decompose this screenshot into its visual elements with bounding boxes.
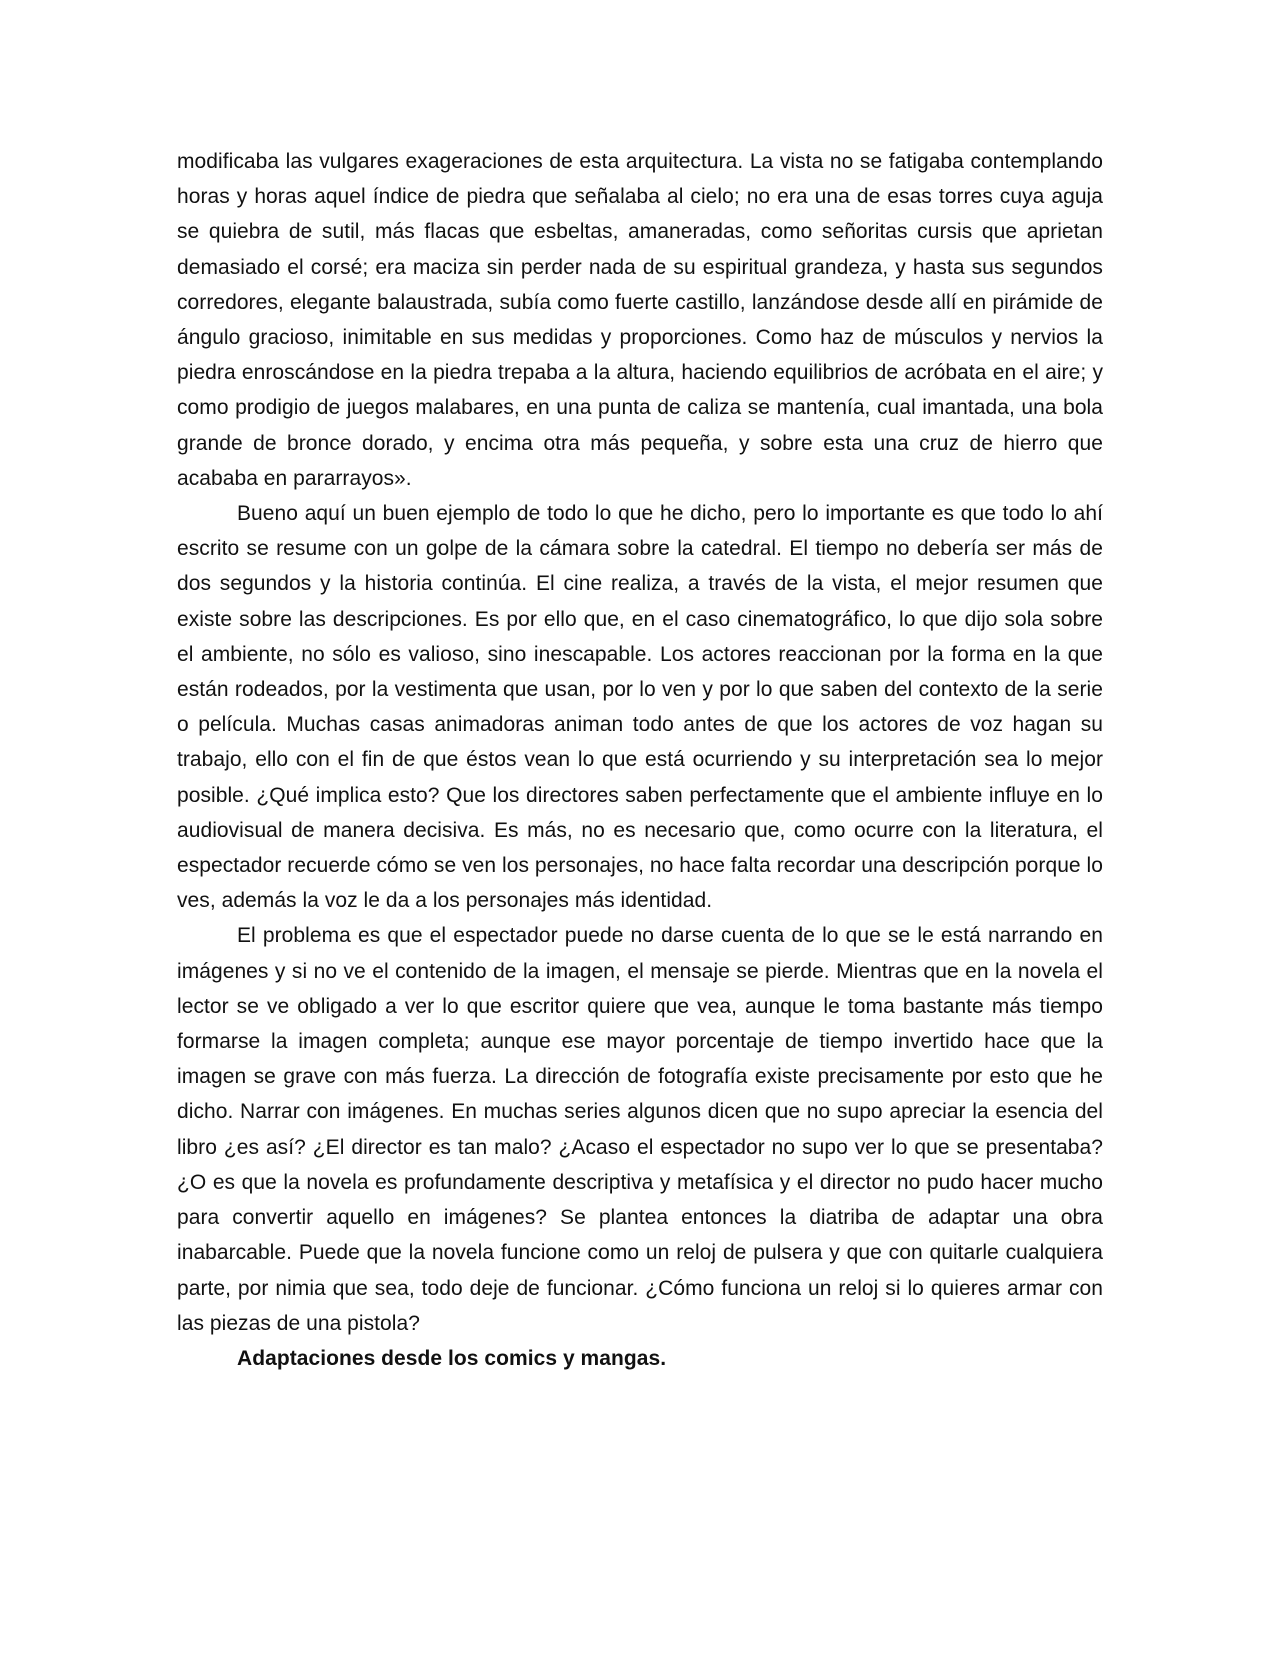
document-page [177,144,1103,1376]
paragraph-2: Bueno aquí un buen ejemplo de todo lo que he dicho, pero lo importante es que todo lo ahí escrito se resume con un golpe de la cámara sobre la catedral. El tiempo no debería ser más de dos segundos y la historia continúa. El cine realiza, a través de la vista, el mejor resumen que existe sobre las descripciones. Es por ello que, en el caso cinematográfico, lo que dijo sola sobre el ambiente, no sólo es valioso, sino inescapable. Los actores reaccionan por la forma en la que están rodeados, por la vestimenta que usan, por lo ven y por lo que saben del contexto de la serie o película. Muchas casas animadoras animan todo antes de que los actores de voz hagan su trabajo, ello con el fin de que éstos vean lo que está ocurriendo y su interpretación sea lo mejor posible. ¿Qué implica esto? Que los directores saben perfectamente que el ambiente influye en lo audiovisual de manera decisiva. Es más, no es necesario que, como ocurre con la literatura, el espectador recuerde cómo se ven los personajes, no hace falta recordar una descripción porque lo ves, además la voz le da a los personajes más identidad. [177,502,1103,913]
section-heading: Adaptaciones desde los comics y mangas. [237,1346,667,1370]
paragraph-1: modificaba las vulgares exageraciones de esta arquitectura. La vista no se fatigaba contemplando horas y horas aquel índice de piedra que señalaba al cielo; no era una de esas torres cuya aguja se quiebra de sutil, más flacas que esbeltas, amaneradas, como señoritas cursis que aprietan demasiado el corsé; era maciza sin perder nada de su espiritual grandeza, y hasta sus segundos corredores, elegante balaustrada, subía como fuerte castillo, lanzándose desde allí en pirámide de ángulo gracioso, inimitable en sus medidas y proporciones. Como haz de músculos y nervios la piedra enroscándose en la piedra trepaba a la altura, haciendo equilibrios de acróbata en el aire; y como prodigio de juegos malabares, en una punta de caliza se mantenía, cual imantada, una bola grande de bronce dorado, y encima otra más pequeña, y sobre esta una cruz de hierro que acababa en pararrayos». [177,150,1103,490]
paragraph-3: El problema es que el espectador puede no darse cuenta de lo que se le está narrando en imágenes y si no ve el contenido de la imagen, el mensaje se pierde. Mientras que en la novela el lector se ve obligado a ver lo que escritor quiere que vea, aunque le toma bastante más tiempo formarse la imagen completa; aunque ese mayor porcentaje de tiempo invertido hace que la imagen se grave con más fuerza. La dirección de fotografía existe precisamente por esto que he dicho. Narrar con imágenes. En muchas series algunos dicen que no supo apreciar la esencia del libro ¿es así? ¿El director es tan malo? ¿Acaso el espectador no supo ver lo que se presentaba? ¿O es que la novela es profundamente descriptiva y metafísica y el director no pudo hacer mucho para convertir aquello en imágenes? Se plantea entonces la diatriba de adaptar una obra inabarcable. Puede que la novela funcione como un reloj de pulsera y que con quitarle cualquiera parte, por nimia que sea, todo deje de funcionar. ¿Cómo funciona un reloj si lo quieres armar con las piezas de una pistola? [177,924,1103,1335]
